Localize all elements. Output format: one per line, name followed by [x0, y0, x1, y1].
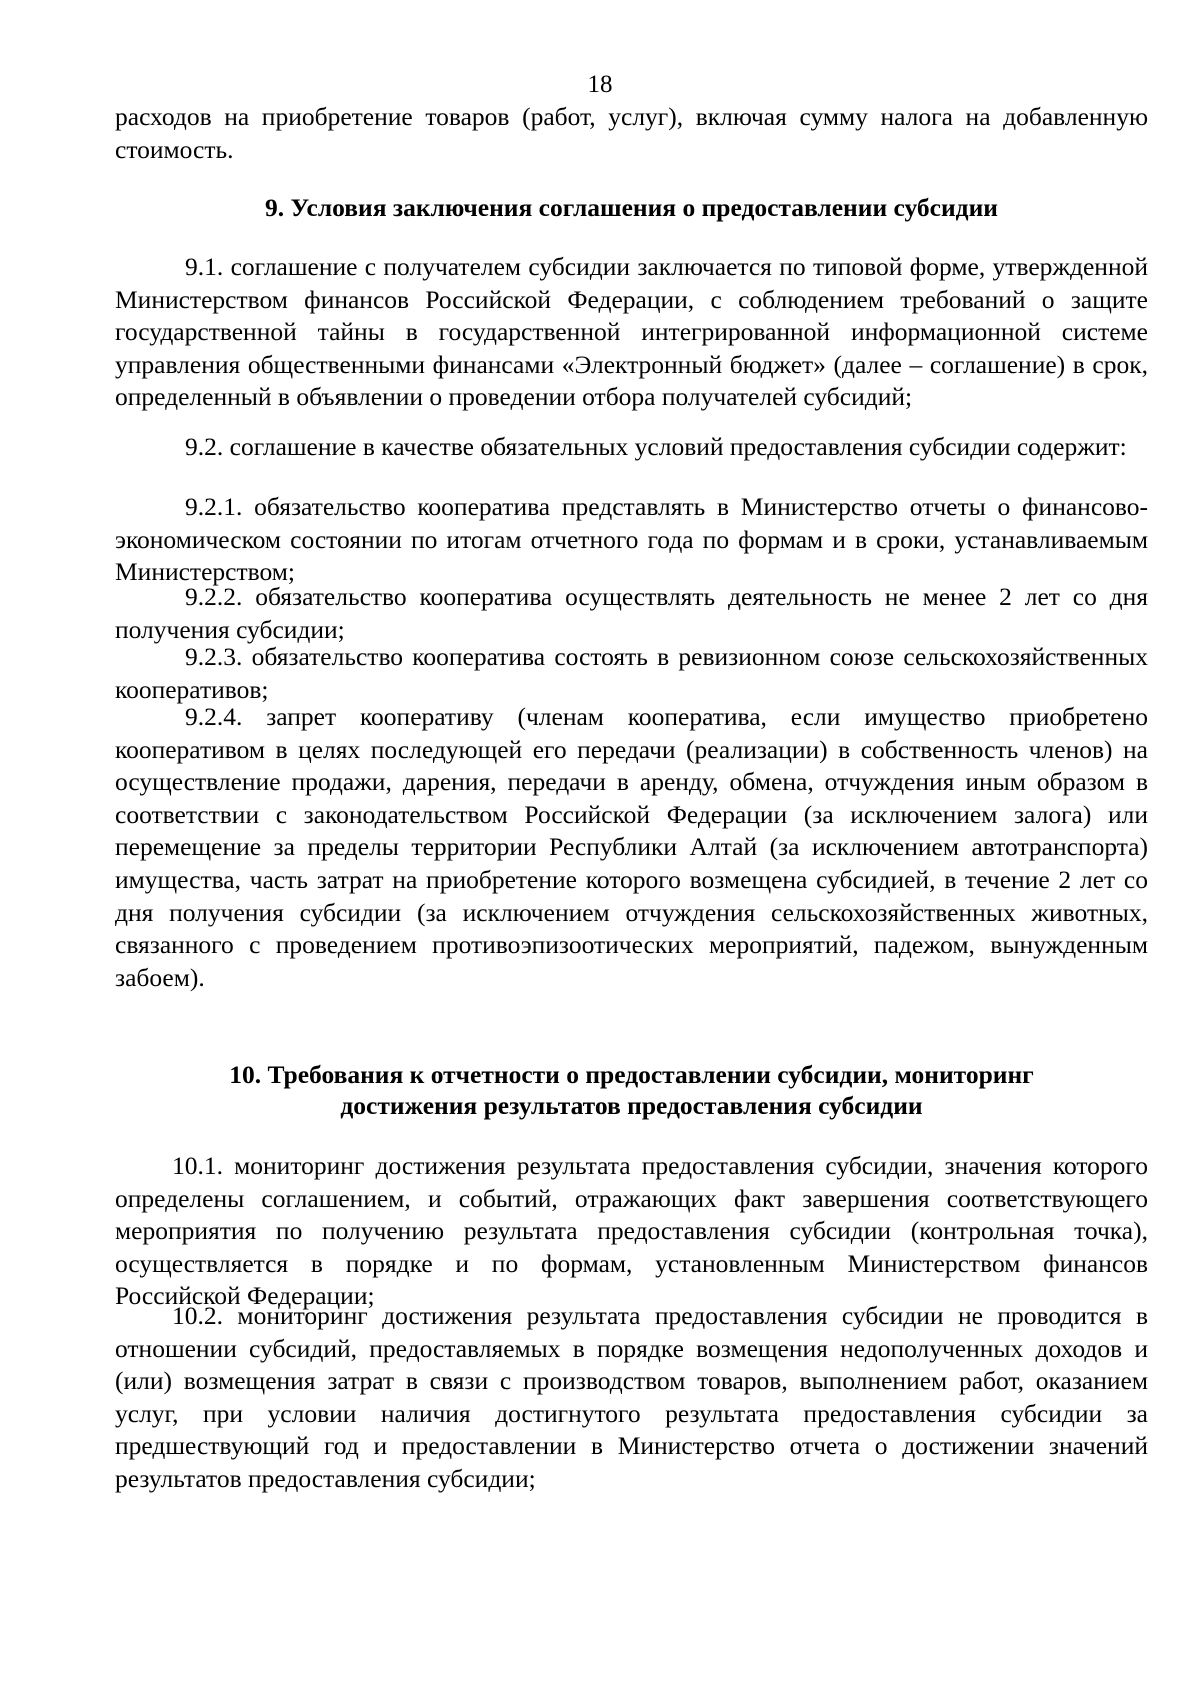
section-10-heading-line-1: 10. Требования к отчетности о предоставлении субсидии, мониторинг [229, 1060, 1034, 1089]
paragraph-10-1: 10.1. мониторинг достижения результата предоставления субсидии, значения которого определены соглашением, и событий, отражающих факт завершения соответствующего мероприятия по получению результата предоставления субсидии (контрольная точка), осуществляется в порядке и по формам, установленным Министерством финансов Российской Федерации; [115, 1151, 1148, 1311]
paragraph-9-2-1: 9.2.1. обязательство кооператива представлять в Министерство отчеты о финансово-экономическом состоянии по итогам отчетного года по формам и в сроки, устанавливаемым Министерством; [115, 492, 1148, 587]
paragraph-9-2-2: 9.2.2. обязательство кооператива осуществлять деятельность не менее 2 лет со дня получения субсидии; [115, 582, 1148, 644]
paragraph-10-2: 10.2. мониторинг достижения результата предоставления субсидии не проводится в отношении субсидий, предоставляемых в порядке возмещения недополученных доходов и (или) возмещения затрат в связи с производством товаров, выполнением работ, оказанием услуг, при условии наличия достигнутого результата предоставления субсидии за предшествующий год и предоставлении в Министерство отчета о достижении значений результатов предоставления субсидии; [115, 1301, 1148, 1493]
paragraph-9-2-3: 9.2.3. обязательство кооператива состоять в ревизионном союзе сельскохозяйственных кооперативов; [115, 642, 1148, 704]
section-9-heading: 9. Условия заключения соглашения о предоставлении субсидии [265, 193, 998, 222]
paragraph-9-1: 9.1. соглашение с получателем субсидии заключается по типовой форме, утвержденной Министерством финансов Российской Федерации, с соблюдением требований о защите государственной тайны в государственной интегрированной информационной системе управления общественными финансами «Электронный бюджет» (далее – соглашение) в срок, определенный в объявлении о проведении отбора получателей субсидий; [115, 252, 1148, 412]
page-number: 18 [587, 71, 613, 98]
paragraph-9-2-4: 9.2.4. запрет кооперативу (членам кооператива, если имущество приобретено кооперативом в целях последующей его передачи (реализации) в собственность членов) на осуществление продажи, дарения, передачи в аренду, обмена, отчуждения иным образом в соответствии с законодательством Российской Федерации (за исключением залога) или перемещение за пределы территории Республики Алтай (за исключением автотранспорта) имущества, часть затрат на приобретение которого возмещена субсидией, в течение 2 лет со дня получения субсидии (за исключением отчуждения сельскохозяйственных животных, связанного с проведением противоэпизоотических мероприятий, падежом, вынужденным забоем). [115, 702, 1148, 992]
section-10-heading-line-2: достижения результатов предоставления субсидии [340, 1091, 923, 1120]
paragraph-9-2: 9.2. соглашение в качестве обязательных условий предоставления субсидии содержит: [185, 432, 1127, 461]
intro-paragraph: расходов на приобретение товаров (работ, услуг), включая сумму налога на добавленную стоимость. [115, 102, 1148, 164]
